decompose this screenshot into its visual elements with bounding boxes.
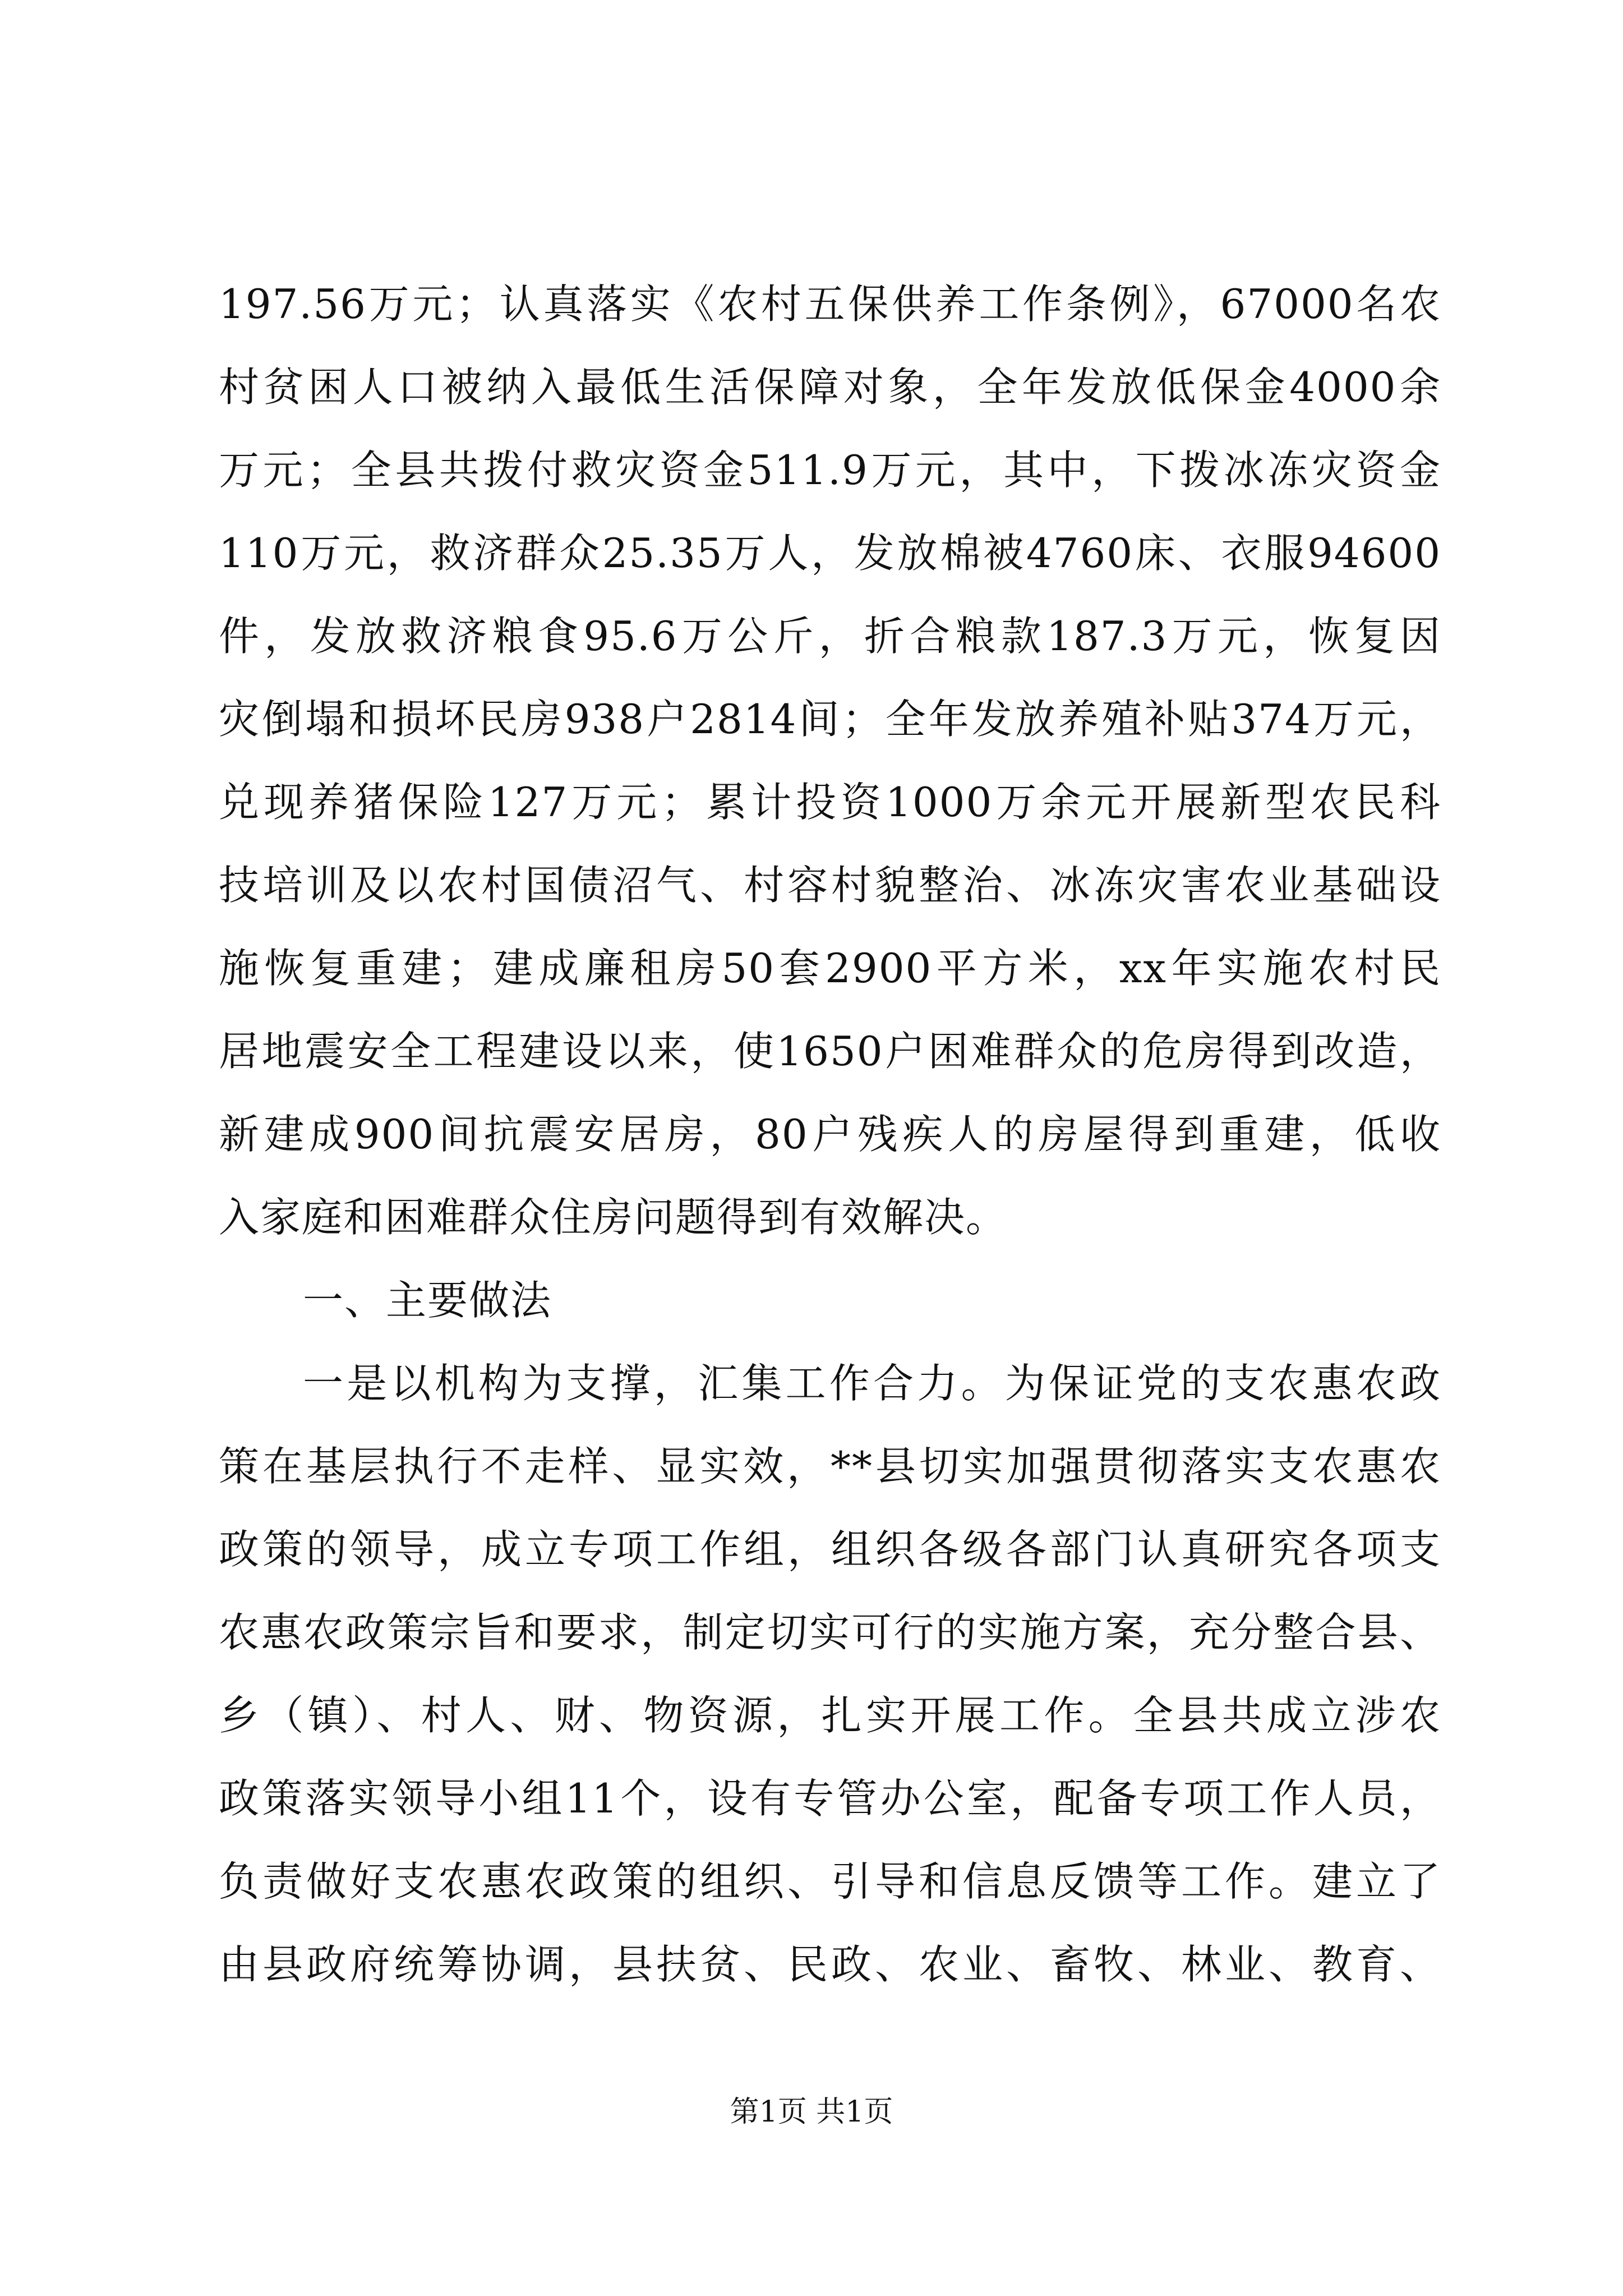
text-line: 村贫困人口被纳入最低生活保障对象，全年发放低保金4000余	[219, 364, 1441, 411]
text-line: 万元；全县共拨付救灾资金511.9万元，其中，下拨冰冻灾资金	[219, 447, 1441, 494]
text-line: 政策的领导，成立专项工作组，组织各级各部门认真研究各项支	[219, 1526, 1441, 1573]
text-line: 一是以机构为支撑，汇集工作合力。为保证党的支农惠农政	[303, 1360, 1441, 1407]
section-heading: 一、主要做法	[303, 1277, 552, 1324]
document-body	[219, 263, 1441, 2006]
text-line: 居地震安全工程建设以来，使1650户困难群众的危房得到改造，	[219, 1028, 1441, 1075]
text-line: 110万元，救济群众25.35万人，发放棉被4760床、衣服94600	[219, 530, 1441, 577]
text-line: 件，发放救济粮食95.6万公斤，折合粮款187.3万元，恢复因	[219, 613, 1441, 660]
page-footer	[0, 2092, 1623, 2132]
text-line: 政策落实领导小组11个，设有专管办公室，配备专项工作人员，	[219, 1775, 1441, 1822]
text-line: 197.56万元；认真落实《农村五保供养工作条例》，67000名农	[219, 280, 1441, 328]
text-line: 灾倒塌和损坏民房938户2814间；全年发放养殖补贴374万元，	[219, 696, 1441, 743]
text-line: 负责做好支农惠农政策的组织、引导和信息反馈等工作。建立了	[219, 1858, 1441, 1905]
text-line: 农惠农政策宗旨和要求，制定切实可行的实施方案，充分整合县、	[219, 1609, 1441, 1656]
text-line: 策在基层执行不走样、显实效，**县切实加强贯彻落实支农惠农	[219, 1443, 1441, 1490]
text-line: 乡（镇）、村人、财、物资源，扎实开展工作。全县共成立涉农	[219, 1692, 1441, 1739]
text-line: 由县政府统筹协调，县扶贫、民政、农业、畜牧、林业、教育、	[219, 1941, 1441, 1988]
page-number: 第1页 共1页	[730, 2095, 893, 2129]
text-line: 施恢复重建；建成廉租房50套2900平方米，xx年实施农村民	[219, 945, 1441, 992]
text-line: 技培训及以农村国债沼气、村容村貌整治、冰冻灾害农业基础设	[219, 862, 1441, 909]
text-line: 入家庭和困难群众住房问题得到有效解决。	[219, 1194, 1008, 1241]
text-line: 新建成900间抗震安居房，80户残疾人的房屋得到重建，低收	[219, 1111, 1441, 1158]
text-line: 兑现养猪保险127万元；累计投资1000万余元开展新型农民科	[219, 779, 1441, 826]
